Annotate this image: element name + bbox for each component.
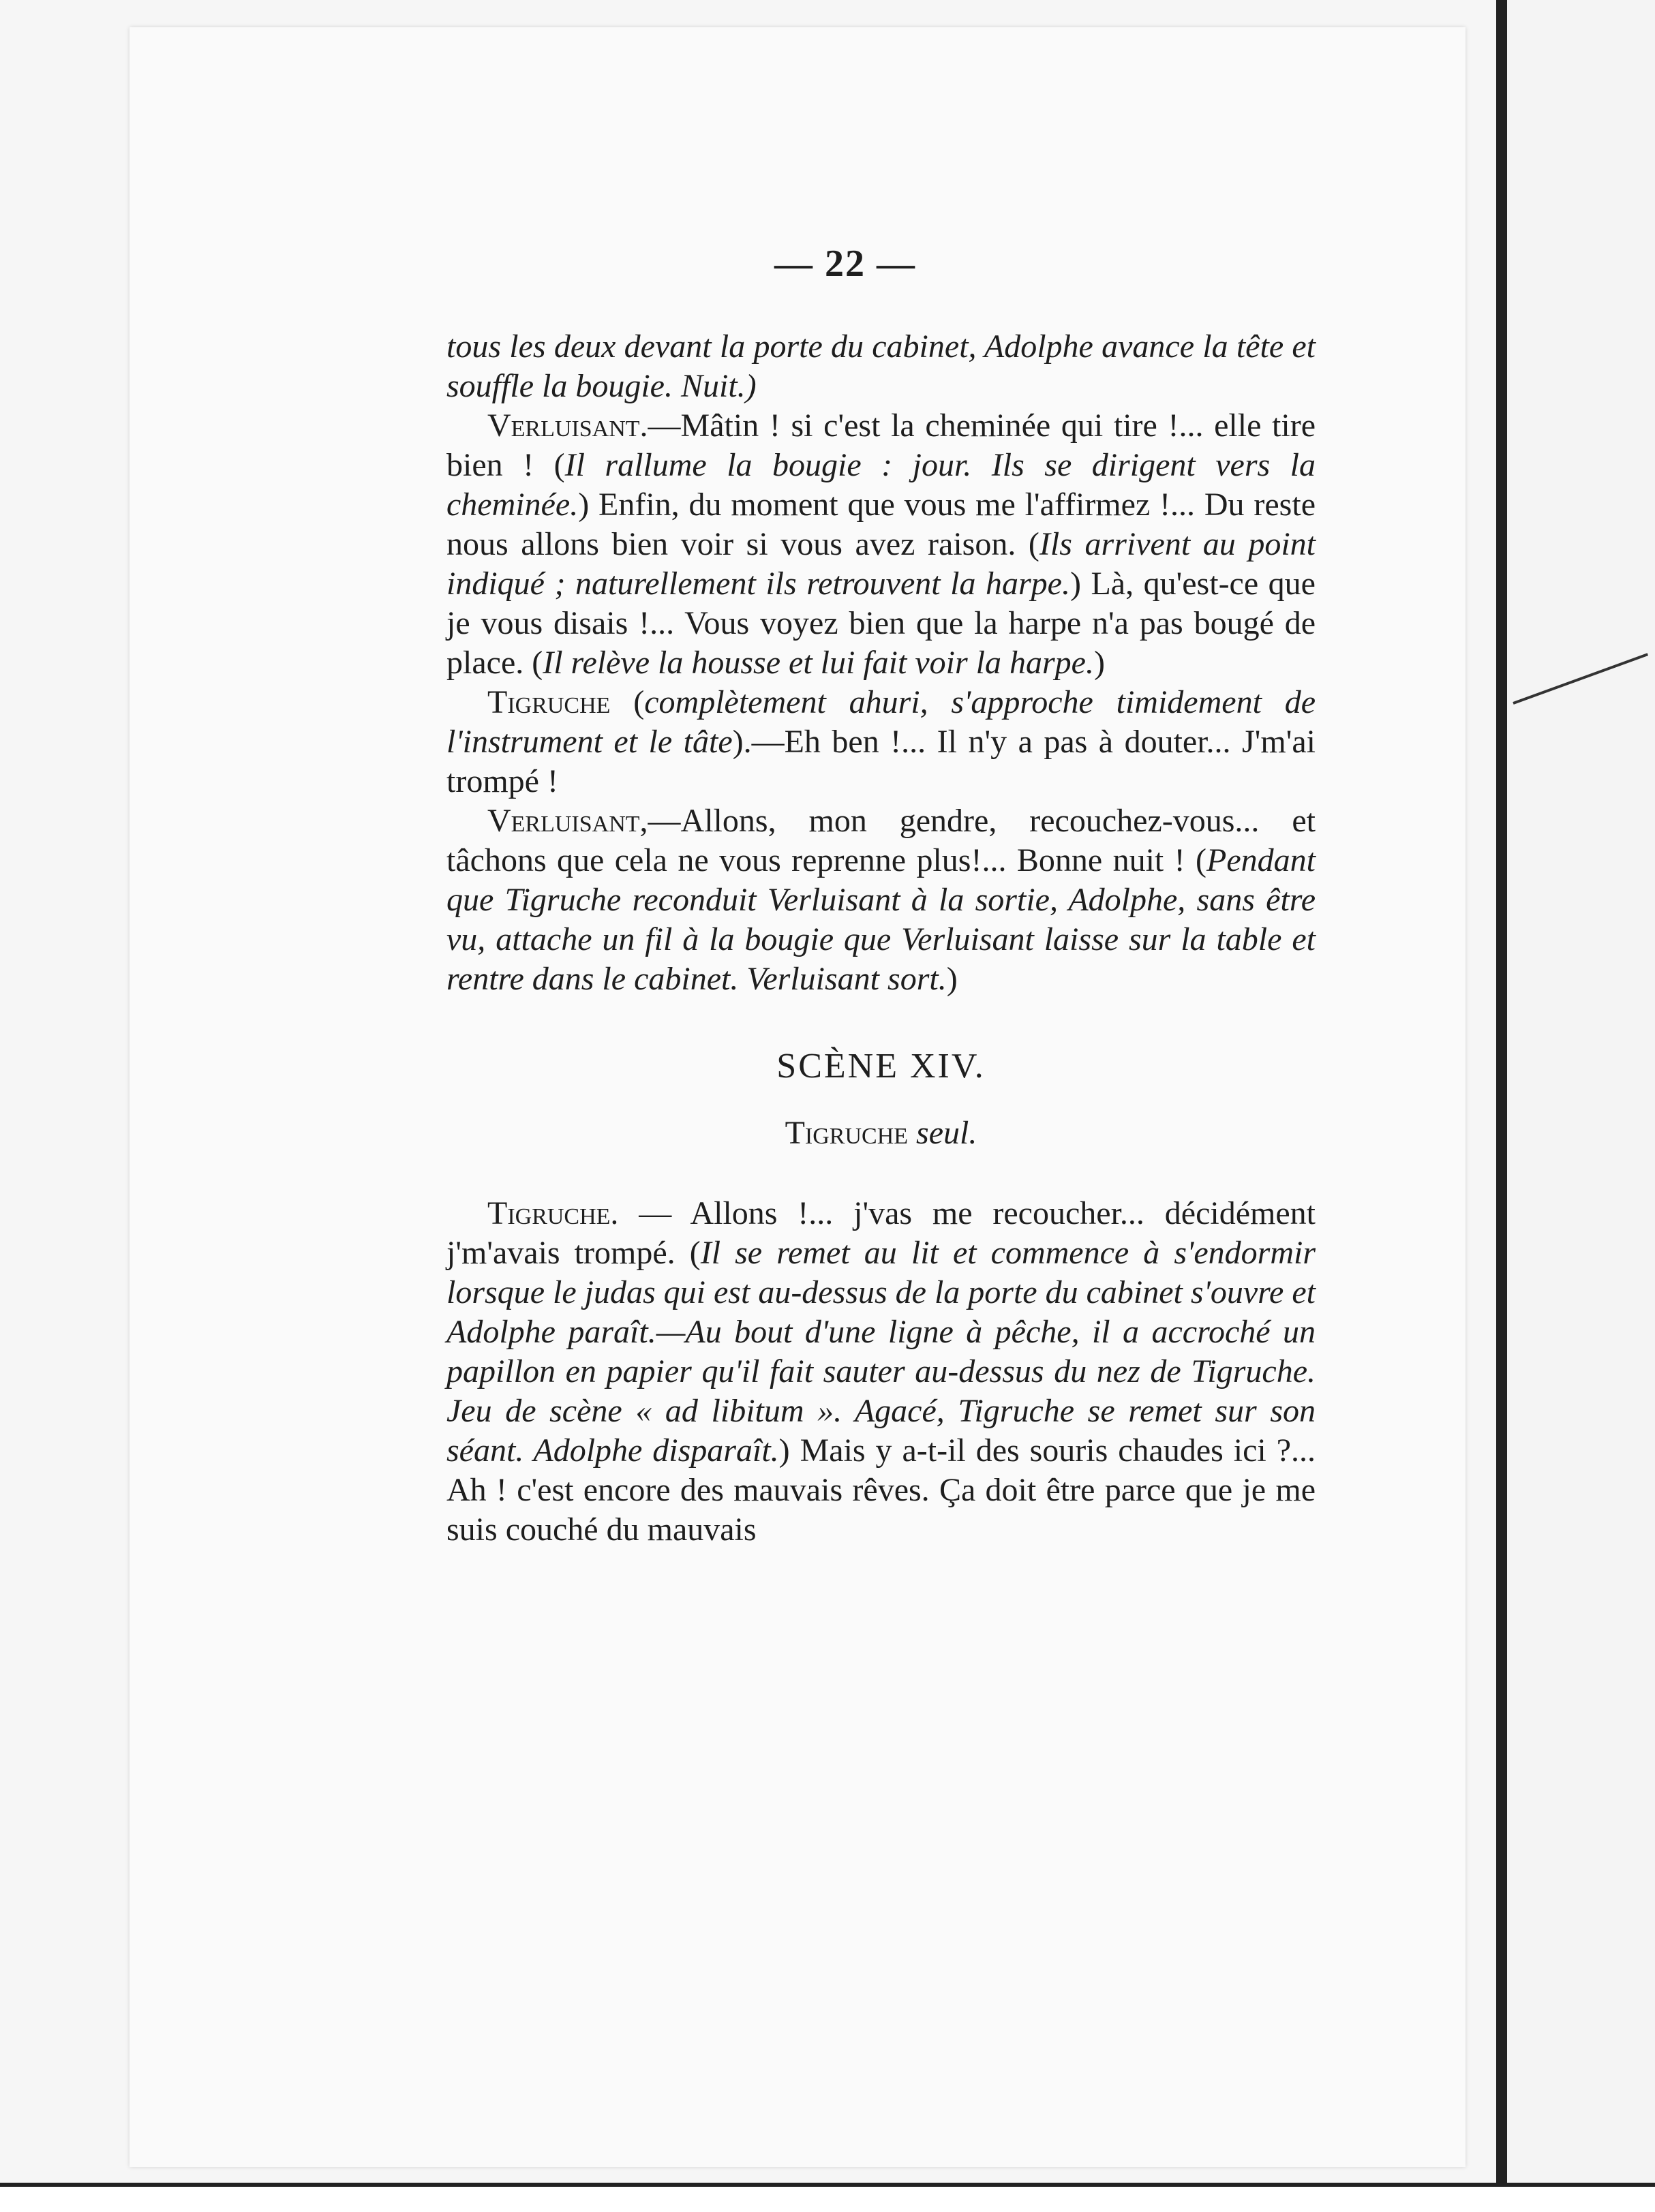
dialogue-text: ) xyxy=(946,961,958,997)
dialogue-before-scene xyxy=(446,327,1316,999)
stage-direction: complètement ahuri, s'approche timidement de l'instrument et le tâte xyxy=(446,684,1316,760)
scene-title: SCÈNE XIV. xyxy=(776,1047,986,1086)
speaker-name: Verluisant, xyxy=(487,803,648,839)
dialogue-paragraph xyxy=(446,1194,1316,1550)
dialogue-text: ) xyxy=(1093,645,1105,681)
body-text xyxy=(446,327,1316,1550)
dialogue-text: ) Là, qu'est-ce que je vous disais !... Vous voyez bien que la harpe n'a pas bougé de place. ( xyxy=(446,566,1316,681)
page-number: — 22 — xyxy=(774,243,916,285)
stage-direction: Il relève la housse et lui fait voir la harpe. xyxy=(543,645,1094,681)
dialogue-paragraph xyxy=(446,801,1316,999)
dialogue-after-scene xyxy=(446,1194,1316,1550)
dialogue-paragraph xyxy=(446,683,1316,801)
scene-character-note: seul. xyxy=(908,1115,977,1151)
dialogue-paragraph xyxy=(446,327,1316,406)
stage-direction: Pendant que Tigruche reconduit Verluisant à la sortie, Adolphe, sans être vu, attache un fil à la bougie que Verluisant laisse sur la table et rentre dans le cabinet. Verluisant sort. xyxy=(446,842,1316,997)
dialogue-text: —Allons, mon gendre, recouchez-vous... et tâchons que cela ne vous reprenne plus!... Bonne nuit ! ( xyxy=(446,803,1316,878)
scene-character-name: Tigruche xyxy=(785,1115,909,1151)
dialogue-text: ).—Eh ben !... Il n'y a pas à douter... J'm'ai trompé ! xyxy=(446,724,1316,799)
speaker-name: Verluisant. xyxy=(487,408,648,444)
dialogue-text: —Mâtin ! si c'est la cheminée qui tire !... elle tire bien ! ( xyxy=(446,408,1316,483)
dialogue-text: ) Enfin, du moment que vous me l'affirmez !... Du reste nous allons bien voir si vous avez raison. ( xyxy=(446,487,1316,562)
page-binding-edge xyxy=(1496,0,1507,2208)
stage-direction: Ils arrivent au point indiqué ; naturellement ils retrouvent la harpe. xyxy=(446,526,1316,602)
stage-direction: tous les deux devant la porte du cabinet, Adolphe avance la tête et souffle la bougie. Nuit.) xyxy=(446,328,1316,404)
speaker-name: Tigruche xyxy=(487,684,611,720)
dialogue-text: ) Mais y a-t-il des souris chaudes ici ?... Ah ! c'est encore des mauvais rêves. Ça doit être parce que je me suis couché du mauvais xyxy=(446,1432,1316,1548)
stage-direction: Il rallume la bougie : jour. Ils se dirigent vers la cheminée. xyxy=(446,447,1316,523)
dialogue-paragraph xyxy=(446,406,1316,683)
dialogue-text: — Allons !... j'vas me recoucher... décidément j'm'avais trompé. ( xyxy=(446,1195,1316,1271)
scene-character-line xyxy=(446,1113,1316,1153)
stage-direction: Il se remet au lit et commence à s'endormir lorsque le judas qui est au-dessus de la porte du cabinet s'ouvre et Adolphe paraît.—Au bout d'une ligne à pêche, il a accroché un papillon en papier qu'il fait sauter au-dessus du nez de Tigruche. Jeu de scène « ad libitum ». Agacé, Tigruche se remet sur son séant. Adolphe disparaît. xyxy=(446,1235,1316,1469)
speaker-name: Tigruche. xyxy=(487,1195,619,1231)
dialogue-text: ( xyxy=(610,684,645,720)
adjacent-page-strip xyxy=(1507,0,1655,2208)
